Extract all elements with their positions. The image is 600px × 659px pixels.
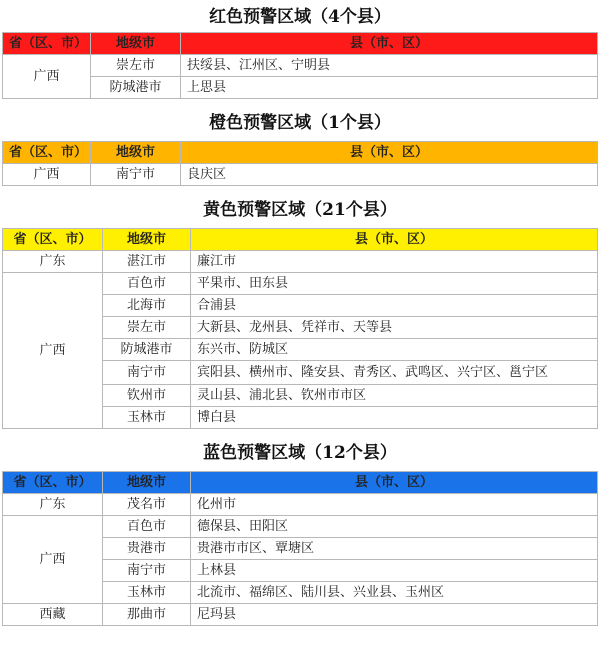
header-province: 省（区、市） bbox=[3, 142, 91, 164]
header-city: 地级市 bbox=[91, 33, 181, 55]
header-county: 县（市、区） bbox=[191, 229, 598, 251]
county-cell: 北流市、福绵区、陆川县、兴业县、玉州区 bbox=[191, 582, 598, 604]
table-row bbox=[3, 604, 598, 626]
city-cell: 湛江市 bbox=[103, 251, 191, 273]
table-header-row bbox=[3, 229, 598, 251]
province-cell: 广西 bbox=[3, 164, 91, 186]
province-cell: 广西 bbox=[3, 516, 103, 604]
red-warning-title: 红色预警区域（4个县） bbox=[209, 7, 391, 27]
blue-warning-table bbox=[2, 471, 598, 626]
province-cell: 广东 bbox=[3, 494, 103, 516]
province-cell: 广西 bbox=[3, 55, 91, 99]
city-cell: 南宁市 bbox=[103, 361, 191, 385]
header-city: 地级市 bbox=[103, 229, 191, 251]
city-cell: 玉林市 bbox=[103, 582, 191, 604]
city-cell: 茂名市 bbox=[103, 494, 191, 516]
county-cell: 廉江市 bbox=[191, 251, 598, 273]
yellow-warning-title: 黄色预警区域（21个县） bbox=[203, 200, 397, 220]
header-province: 省（区、市） bbox=[3, 472, 103, 494]
city-cell: 百色市 bbox=[103, 516, 191, 538]
city-cell: 那曲市 bbox=[103, 604, 191, 626]
table-row bbox=[3, 516, 598, 538]
table-row bbox=[3, 77, 598, 99]
header-province: 省（区、市） bbox=[3, 229, 103, 251]
header-city: 地级市 bbox=[91, 142, 181, 164]
county-cell: 灵山县、浦北县、钦州市市区 bbox=[191, 385, 598, 407]
province-cell: 广西 bbox=[3, 273, 103, 429]
table-row bbox=[3, 164, 598, 186]
county-cell: 尼玛县 bbox=[191, 604, 598, 626]
table-row bbox=[3, 273, 598, 295]
orange-warning-title: 橙色预警区域（1个县） bbox=[209, 113, 391, 133]
red-warning-table bbox=[2, 32, 598, 99]
city-cell: 贵港市 bbox=[103, 538, 191, 560]
county-cell: 德保县、田阳区 bbox=[191, 516, 598, 538]
city-cell: 北海市 bbox=[103, 295, 191, 317]
county-cell: 宾阳县、横州市、隆安县、青秀区、武鸣区、兴宁区、邕宁区 bbox=[191, 361, 598, 385]
header-county: 县（市、区） bbox=[181, 33, 598, 55]
city-cell: 南宁市 bbox=[91, 164, 181, 186]
county-cell: 大新县、龙州县、凭祥市、天等县 bbox=[191, 317, 598, 339]
yellow-warning-table bbox=[2, 228, 598, 429]
table-header-row bbox=[3, 142, 598, 164]
county-cell: 贵港市市区、覃塘区 bbox=[191, 538, 598, 560]
table-header-row bbox=[3, 33, 598, 55]
city-cell: 防城港市 bbox=[91, 77, 181, 99]
table-row bbox=[3, 494, 598, 516]
county-cell: 东兴市、防城区 bbox=[191, 339, 598, 361]
county-cell: 扶绥县、江州区、宁明县 bbox=[181, 55, 598, 77]
province-cell: 西藏 bbox=[3, 604, 103, 626]
city-cell: 防城港市 bbox=[103, 339, 191, 361]
county-cell: 平果市、田东县 bbox=[191, 273, 598, 295]
header-county: 县（市、区） bbox=[181, 142, 598, 164]
county-cell: 良庆区 bbox=[181, 164, 598, 186]
county-cell: 上思县 bbox=[181, 77, 598, 99]
province-cell: 广东 bbox=[3, 251, 103, 273]
city-cell: 百色市 bbox=[103, 273, 191, 295]
city-cell: 崇左市 bbox=[91, 55, 181, 77]
blue-warning-title: 蓝色预警区域（12个县） bbox=[203, 443, 397, 463]
city-cell: 玉林市 bbox=[103, 407, 191, 429]
county-cell: 上林县 bbox=[191, 560, 598, 582]
county-cell: 合浦县 bbox=[191, 295, 598, 317]
city-cell: 钦州市 bbox=[103, 385, 191, 407]
orange-warning-table bbox=[2, 141, 598, 186]
header-county: 县（市、区） bbox=[191, 472, 598, 494]
city-cell: 南宁市 bbox=[103, 560, 191, 582]
table-header-row bbox=[3, 472, 598, 494]
table-row bbox=[3, 251, 598, 273]
city-cell: 崇左市 bbox=[103, 317, 191, 339]
header-city: 地级市 bbox=[103, 472, 191, 494]
header-province: 省（区、市） bbox=[3, 33, 91, 55]
table-row bbox=[3, 55, 598, 77]
county-cell: 博白县 bbox=[191, 407, 598, 429]
county-cell: 化州市 bbox=[191, 494, 598, 516]
